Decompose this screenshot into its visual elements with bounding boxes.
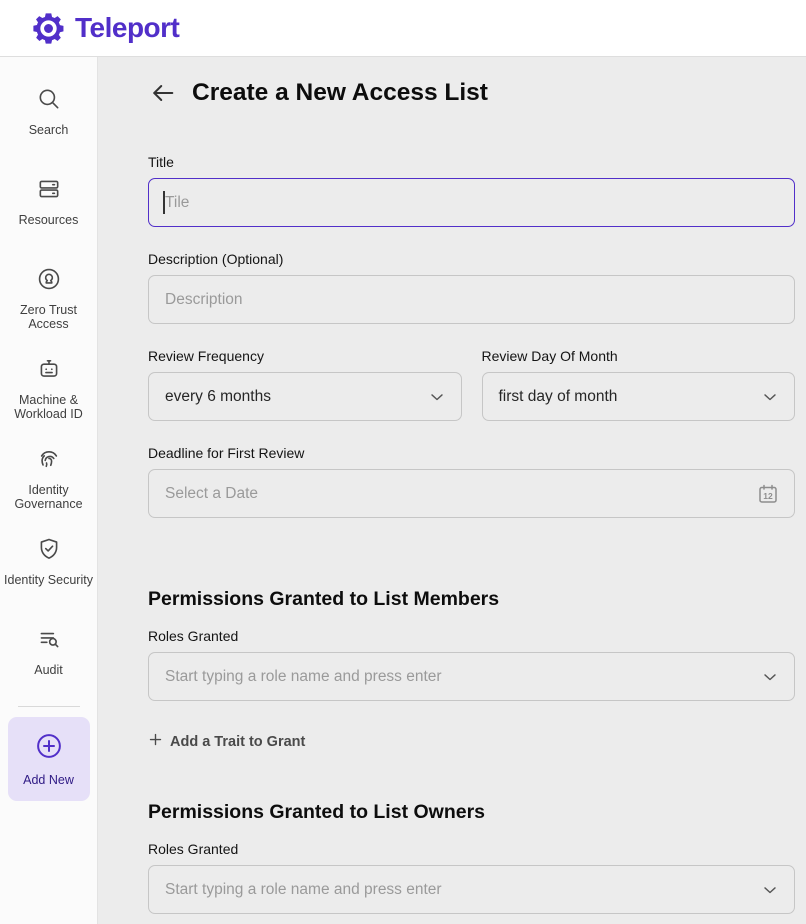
sidebar-item-audit[interactable] [0, 626, 98, 704]
chevron-down-icon [760, 880, 780, 900]
plus-circle-icon [34, 731, 64, 766]
add-new-button[interactable] [8, 717, 90, 801]
sidebar-item-label: Identity Security [4, 573, 93, 587]
members-roles-label: Roles Granted [148, 628, 239, 644]
members-roles-placeholder: Start typing a role name and press enter [165, 667, 442, 685]
chevron-down-icon [760, 667, 780, 687]
review-day-label: Review Day Of Month [481, 348, 618, 364]
owners-roles-placeholder: Start typing a role name and press enter [165, 880, 442, 898]
shield-check-icon [36, 536, 62, 567]
title-input[interactable] [148, 178, 795, 227]
list-magnifier-icon [36, 626, 62, 657]
add-new-label: Add New [23, 773, 74, 787]
text-caret [163, 191, 165, 214]
members-roles-combobox[interactable] [148, 652, 795, 701]
teleport-logo[interactable] [30, 10, 179, 47]
sidebar-item-machine-workload-id[interactable] [0, 356, 98, 446]
chevron-down-icon [427, 387, 447, 407]
teleport-gear-icon [30, 10, 67, 47]
main-content [99, 57, 806, 924]
review-frequency-select[interactable] [148, 372, 462, 421]
servers-icon [36, 176, 62, 207]
description-input[interactable] [148, 275, 795, 324]
deadline-label: Deadline for First Review [148, 445, 305, 461]
title-label: Title [148, 154, 174, 170]
sidebar-item-resources[interactable] [0, 176, 98, 266]
owners-roles-combobox[interactable] [148, 865, 795, 914]
review-day-select[interactable] [482, 372, 796, 421]
sidebar-item-label: Machine & Workload ID [14, 393, 83, 421]
members-section-heading: Permissions Granted to List Members [148, 588, 500, 610]
owners-section-heading: Permissions Granted to List Owners [148, 801, 486, 823]
review-frequency-value: every 6 months [165, 387, 271, 405]
sidebar-item-label: Resources [18, 213, 79, 227]
deadline-placeholder: Select a Date [165, 484, 259, 502]
sidebar-item-zero-trust-access[interactable] [0, 266, 98, 356]
svg-text:12: 12 [763, 490, 773, 501]
review-frequency-label: Review Frequency [148, 348, 264, 364]
sidebar-item-label: Search [28, 123, 69, 137]
fingerprint-icon [36, 446, 62, 477]
sidebar-item-identity-security[interactable] [0, 536, 98, 626]
chevron-down-icon [760, 387, 780, 407]
sidebar-divider [18, 706, 80, 707]
review-day-value: first day of month [498, 387, 618, 405]
page-title: Create a New Access List [192, 79, 488, 106]
teleport-logo-text: Teleport [75, 12, 180, 43]
robot-icon [36, 356, 62, 387]
sidebar-item-label: Zero Trust Access [20, 303, 77, 331]
calendar-icon [756, 482, 780, 506]
arrow-left-icon [149, 79, 177, 107]
sidebar-item-label: Identity Governance [14, 483, 83, 511]
plus-icon [148, 732, 163, 751]
back-button[interactable] [148, 78, 178, 108]
sidebar-item-identity-governance[interactable] [0, 446, 98, 536]
add-trait-button[interactable] [148, 732, 305, 751]
keyhole-circle-icon [36, 266, 62, 297]
add-trait-label: Add a Trait to Grant [170, 733, 306, 750]
top-header [0, 0, 806, 57]
owners-roles-label: Roles Granted [148, 841, 239, 857]
search-icon [36, 86, 62, 117]
sidebar-item-search[interactable] [0, 86, 98, 176]
deadline-date-picker[interactable] [148, 469, 795, 518]
sidebar-item-label: Audit [34, 663, 63, 677]
left-sidebar [0, 57, 98, 924]
description-label: Description (Optional) [148, 251, 284, 267]
